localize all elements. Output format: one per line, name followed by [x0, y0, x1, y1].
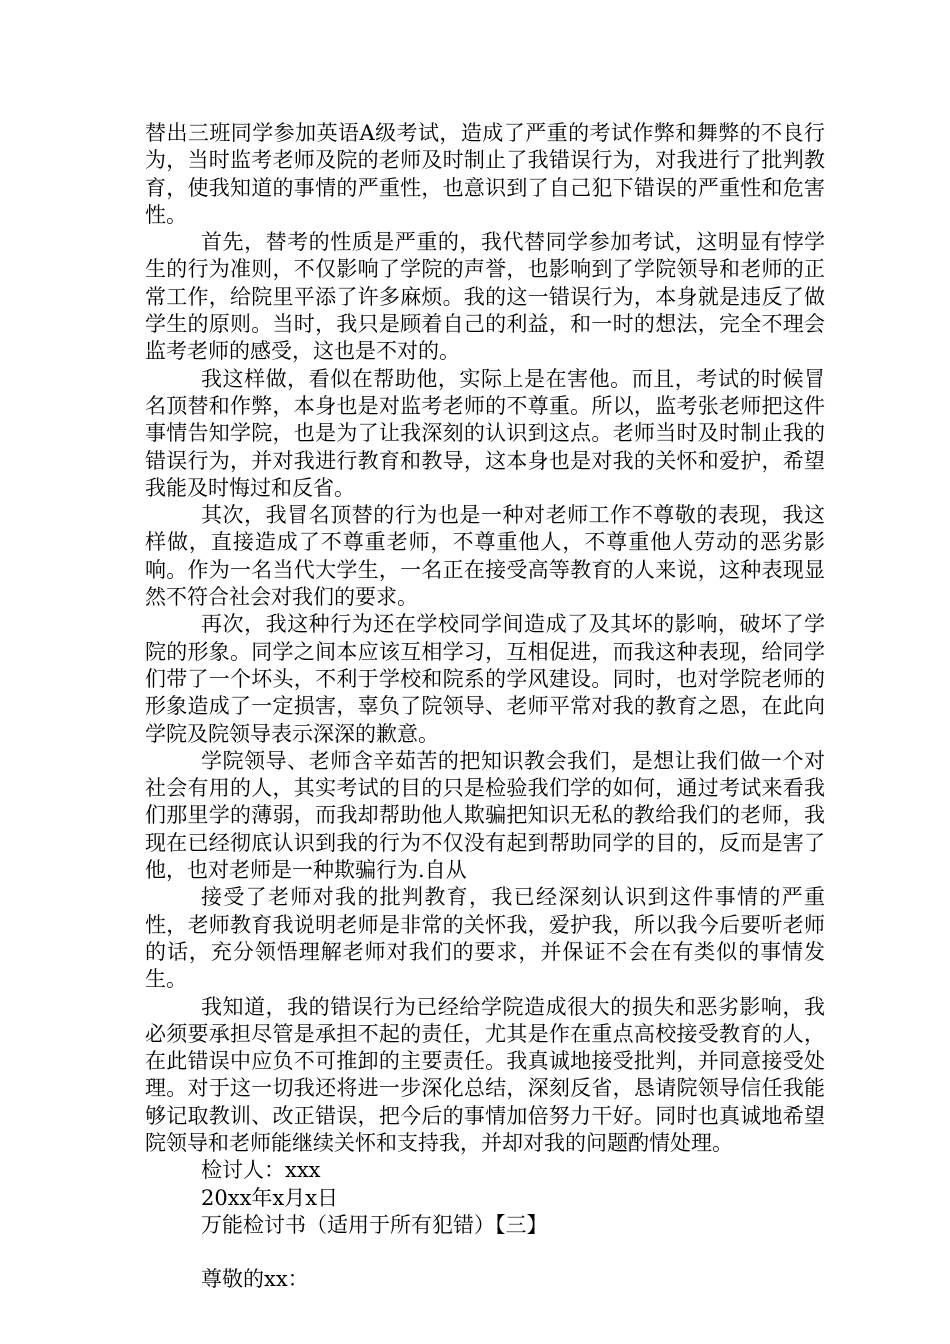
- paragraph-first-point: 首先，替考的性质是严重的，我代替同学参加考试，这明显有悖学生的行为准则，不仅影响了学院的声誉，也影响到了学院领导和老师的正常工作，给院里平添了许多麻烦。我的这一错误行为，本身就是违反了做学生的原则。当时，我只是顾着自己的利益，和一时的想法，完全不理会监考老师的感受，这也是不对的。: [145, 230, 825, 364]
- next-section-title: 万能检讨书（适用于所有犯错）【三】: [201, 1212, 548, 1237]
- paragraph-third-point: 再次，我这种行为还在学校同学间造成了及其坏的影响，破坏了学院的形象。同学之间本应该互相学习，互相促进，而我这种表现，给同学们带了一个坏头，不利于学校和院系的学风建设。同时，也对学院老师的形象造成了一定损害，辜负了院领导、老师平常对我的教育之恩，在此向学院及院领导表示深深的歉意。: [145, 612, 825, 746]
- salutation-line: 尊敬的xx：: [201, 1267, 309, 1292]
- paragraph-second-point: 其次，我冒名顶替的行为也是一种对老师工作不尊敬的表现，我这样做，直接造成了不尊重老师，不尊重他人，不尊重他人劳动的恶劣影响。作为一名当代大学生，一名正在接受高等教育的人来说，这种表现显然不符合社会对我们的要求。: [145, 503, 825, 610]
- paragraph-harm: 我这样做，看似在帮助他，实际上是在害他。而且，考试的时候冒名顶替和作弊，本身也是对监考老师的不尊重。所以，监考张老师把这件事情告知学院，也是为了让我深刻的认识到这点。老师当时及时制止我的错误行为，并对我进行教育和教导，这本身也是对我的关怀和爱护，希望我能及时悔过和反省。: [145, 366, 825, 500]
- paragraph-accept-education: 接受了老师对我的批判教育，我已经深刻认识到这件事情的严重性，老师教育我说明老师是非常的关怀我，爱护我，所以我今后要听老师的话，充分领悟理解老师对我们的要求，并保证不会在有类似的事情发生。: [145, 885, 825, 992]
- date-line: 20xx年x月x日: [201, 1185, 339, 1210]
- opening-paragraph: 替出三班同学参加英语A级考试，造成了严重的考试作弊和舞弊的不良行为，当时监考老师及院的老师及时制止了我错误行为，对我进行了批判教育，使我知道的事情的严重性，也意识到了自己犯下错误的严重性和危害性。: [145, 121, 825, 227]
- paragraph-teachers: 学院领导、老师含辛茹苦的把知识教会我们，是想让我们做一个对社会有用的人，其实考试的目的只是检验我们学的如何，通过考试来看我们那里学的薄弱，而我却帮助他人欺骗把知识无私的教给我们的老师，我现在已经彻底认识到我的行为不仅没有起到帮助同学的目的，反而是害了他，也对老师是一种欺骗行为.自从: [145, 748, 825, 883]
- paragraph-responsibility: 我知道，我的错误行为已经给学院造成很大的损失和恶劣影响，我必须要承担尽管是承担不起的责任，尤其是作在重点高校接受教育的人，在此错误中应负不可推卸的主要责任。我真诚地接受批判，并同意接受处理。对于这一切我还将进一步深化总结，深刻反省，恳请院领导信任我能够记取教训、改正错误，把今后的事情加倍努力干好。同时也真诚地希望院领导和老师能继续关怀和支持我，并却对我的问题酌情处理。: [145, 994, 825, 1155]
- document-body: [145, 120, 825, 1294]
- signature-line: 检讨人：xxx: [201, 1158, 321, 1183]
- blank-line: [145, 1239, 825, 1266]
